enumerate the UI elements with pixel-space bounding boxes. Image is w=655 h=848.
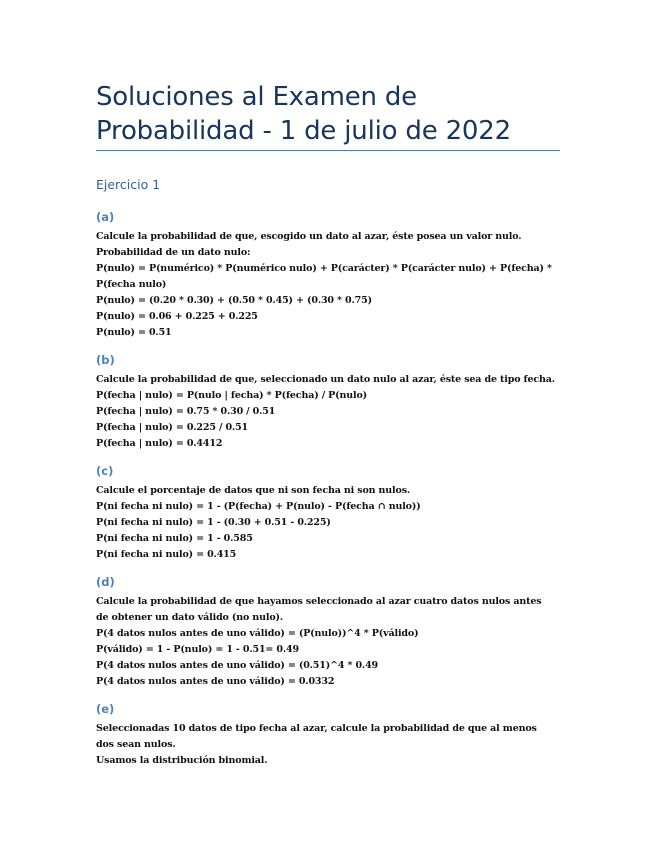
body-line: P(4 datos nulos antes de uno válido) = (0.51)^4 * 0.49 xyxy=(96,660,379,671)
section-b xyxy=(96,352,556,452)
section-a xyxy=(96,209,556,341)
page-title: Soluciones al Examen de Probabilidad - 1 de julio de 2022 xyxy=(96,82,511,146)
title-divider xyxy=(96,150,560,151)
body-line: Calcule el porcentaje de datos que ni son fecha ni son nulos. xyxy=(96,485,411,496)
body-line: P(nulo) = (0.20 * 0.30) + (0.50 * 0.45) + (0.30 * 0.75) xyxy=(96,295,372,306)
section-label: (d) xyxy=(96,575,115,589)
body-line: P(ni fecha ni nulo) = 0.415 xyxy=(96,549,237,560)
body-line: P(fecha | nulo) = 0.4412 xyxy=(96,438,223,449)
body-line: Calcule la probabilidad de que hayamos seleccionado al azar cuatro datos nulos antes de obtener un dato válido (no nulo). xyxy=(96,596,542,623)
section-d xyxy=(96,574,556,690)
body-line: P(ni fecha ni nulo) = 1 - (P(fecha) + P(nulo) - P(fecha ∩ nulo)) xyxy=(96,501,421,512)
body-line: P(nulo) = 0.06 + 0.225 + 0.225 xyxy=(96,311,258,322)
body-line: P(4 datos nulos antes de uno válido) = 0.0332 xyxy=(96,676,335,687)
body-line: Calcule la probabilidad de que, seleccionado un dato nulo al azar, éste sea de tipo fecha. xyxy=(96,374,555,385)
section-e xyxy=(96,701,556,769)
body-line: Calcule la probabilidad de que, escogido un dato al azar, éste posea un valor nulo. xyxy=(96,231,522,242)
body-line: P(nulo) = 0.51 xyxy=(96,327,172,338)
body-line: P(válido) = 1 - P(nulo) = 1 - 0.51= 0.49 xyxy=(96,644,299,655)
document-body xyxy=(96,176,556,780)
section-c xyxy=(96,463,556,563)
body-line: P(fecha | nulo) = 0.225 / 0.51 xyxy=(96,422,248,433)
body-line: P(fecha | nulo) = P(nulo | fecha) * P(fecha) / P(nulo) xyxy=(96,390,368,401)
section-label: (e) xyxy=(96,702,115,716)
section-label: (c) xyxy=(96,464,114,478)
body-line: P(ni fecha ni nulo) = 1 - 0.585 xyxy=(96,533,253,544)
exercise-heading: Ejercicio 1 xyxy=(96,177,161,192)
body-line: P(4 datos nulos antes de uno válido) = (P(nulo))^4 * P(válido) xyxy=(96,628,419,639)
body-line: P(nulo) = P(numérico) * P(numérico nulo) + P(carácter) * P(carácter nulo) + P(fecha) * P(fecha nulo) xyxy=(96,263,552,290)
body-line: P(fecha | nulo) = 0.75 * 0.30 / 0.51 xyxy=(96,406,276,417)
body-line: Probabilidad de un dato nulo: xyxy=(96,247,251,258)
section-label: (b) xyxy=(96,353,115,367)
body-line: Seleccionadas 10 datos de tipo fecha al azar, calcule la probabilidad de que al menos dos sean nulos. xyxy=(96,723,537,750)
section-label: (a) xyxy=(96,210,115,224)
body-line: P(ni fecha ni nulo) = 1 - (0.30 + 0.51 - 0.225) xyxy=(96,517,331,528)
body-line: Usamos la distribución binomial. xyxy=(96,755,268,766)
